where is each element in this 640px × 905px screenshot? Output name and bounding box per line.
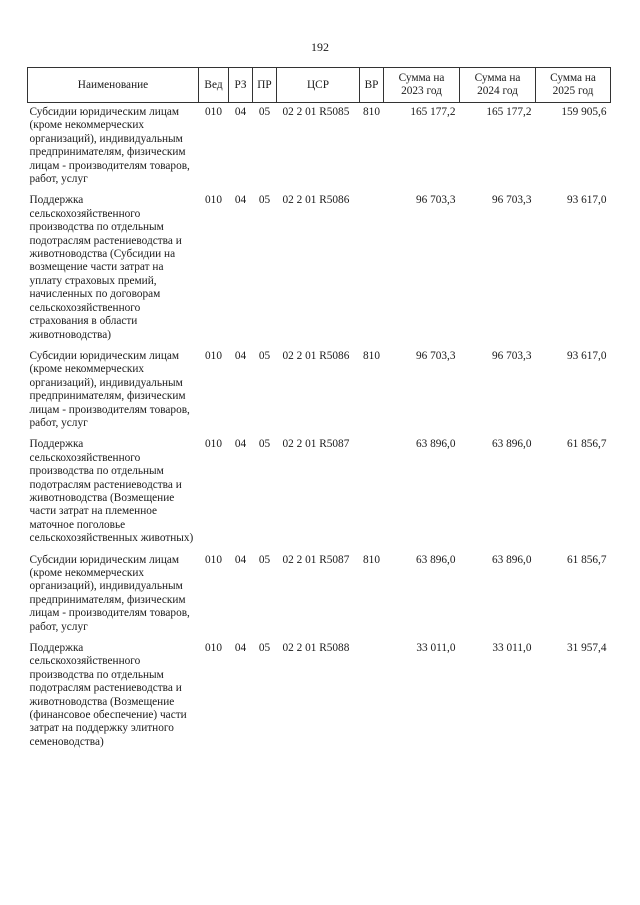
header-sum-2024: Сумма на 2024 год [460,68,536,103]
cell-sum-2024: 63 896,0 [491,438,532,451]
cell-csr: 02 2 01 R5087 [282,438,350,451]
cell-name: Субсидии юридическим лицам (кроме некоммерческих организаций), индивидуальным предпринимателям, физическим лицам - производителям товаров, работ, услуг [29,106,190,186]
cell-rz: 04 [234,106,247,118]
cell-vr [360,191,384,346]
cell-sum-2024: 63 896,0 [491,553,532,566]
cell-vr [360,639,384,754]
header-vr: ВР [360,68,384,103]
cell-rz: 04 [234,553,247,566]
cell-ved: 010 [205,438,222,451]
cell-pr: 05 [258,642,271,655]
cell-sum-2024: 33 011,0 [492,642,532,655]
cell-csr: 02 2 01 R5087 [282,553,350,566]
cell-vr: 810 [363,106,380,118]
cell-sum-2024: 165 177,2 [486,106,532,118]
cell-sum-2023: 63 896,0 [415,553,456,566]
cell-rz: 04 [234,642,247,655]
budget-table [27,67,611,754]
cell-sum-2023: 33 011,0 [416,642,456,655]
header-sum-2023: Сумма на 2023 год [384,68,460,103]
cell-ved: 010 [205,553,222,566]
cell-vr: 810 [363,349,380,362]
cell-sum-2025: 159 905,6 [561,106,607,118]
header-rz: РЗ [229,68,253,103]
cell-pr: 05 [258,194,271,207]
cell-name: Поддержка сельскохозяйственного производства по отдельным подотраслям растениеводства и животноводства (Возмещение (финансовое обеспечение) части затрат на поддержку элитного семеноводства) [29,642,187,748]
header-ved: Вед [199,68,229,103]
header-name: Наименование [28,68,199,103]
cell-sum-2023: 96 703,3 [415,349,456,362]
cell-rz: 04 [234,438,247,451]
cell-name: Поддержка сельскохозяйственного производства по отдельным подотраслям растениеводства и животноводства (Возмещение части затрат на племенное маточное поголовье сельскохозяйственных животных) [29,438,194,545]
header-row [28,68,611,103]
cell-sum-2024: 96 703,3 [491,349,532,362]
header-pr: ПР [253,68,277,103]
cell-name: Поддержка сельскохозяйственного производства по отдельным подотраслям растениеводства и животноводства (Субсидии на возмещение части затрат на уплату страховых премий, начисленных по договорам сельскохозяйственного страхования в области животноводства) [29,194,182,341]
cell-sum-2025: 61 856,7 [566,553,607,566]
table-row [28,191,611,346]
cell-sum-2023: 63 896,0 [415,438,456,451]
cell-sum-2025: 61 856,7 [566,438,607,451]
cell-name: Субсидии юридическим лицам (кроме некоммерческих организаций), индивидуальным предпринимателям, физическим лицам - производителям товаров, работ, услуг [29,349,190,429]
cell-pr: 05 [258,106,271,118]
cell-csr: 02 2 01 R5086 [282,349,350,362]
cell-ved: 010 [205,642,222,655]
cell-csr: 02 2 01 R5085 [282,106,350,118]
cell-sum-2023: 96 703,3 [415,194,456,207]
cell-csr: 02 2 01 R5086 [282,194,350,207]
table-row [28,347,611,435]
cell-name: Субсидии юридическим лицам (кроме некоммерческих организаций), индивидуальным предпринимателям, физическим лицам - производителям товаров, работ, услуг [29,553,190,633]
header-sum-2025: Сумма на 2025 год [536,68,611,103]
table-row [28,435,611,550]
page-number: 192 [311,40,329,54]
cell-pr: 05 [258,553,271,566]
cell-ved: 010 [205,349,222,362]
cell-sum-2023: 165 177,2 [410,106,456,118]
cell-sum-2025: 93 617,0 [566,349,607,362]
cell-ved: 010 [205,194,222,207]
table-row [28,551,611,639]
cell-pr: 05 [258,349,271,362]
table-row [28,639,611,754]
cell-vr [360,435,384,550]
cell-sum-2025: 93 617,0 [566,194,607,207]
cell-vr: 810 [363,553,380,566]
cell-sum-2024: 96 703,3 [491,194,532,207]
cell-ved: 010 [205,106,222,118]
cell-sum-2025: 31 957,4 [566,642,607,655]
cell-pr: 05 [258,438,271,451]
table-row [28,103,611,192]
cell-rz: 04 [234,349,247,362]
cell-rz: 04 [234,194,247,207]
header-csr: ЦСР [277,68,360,103]
cell-csr: 02 2 01 R5088 [282,642,350,655]
